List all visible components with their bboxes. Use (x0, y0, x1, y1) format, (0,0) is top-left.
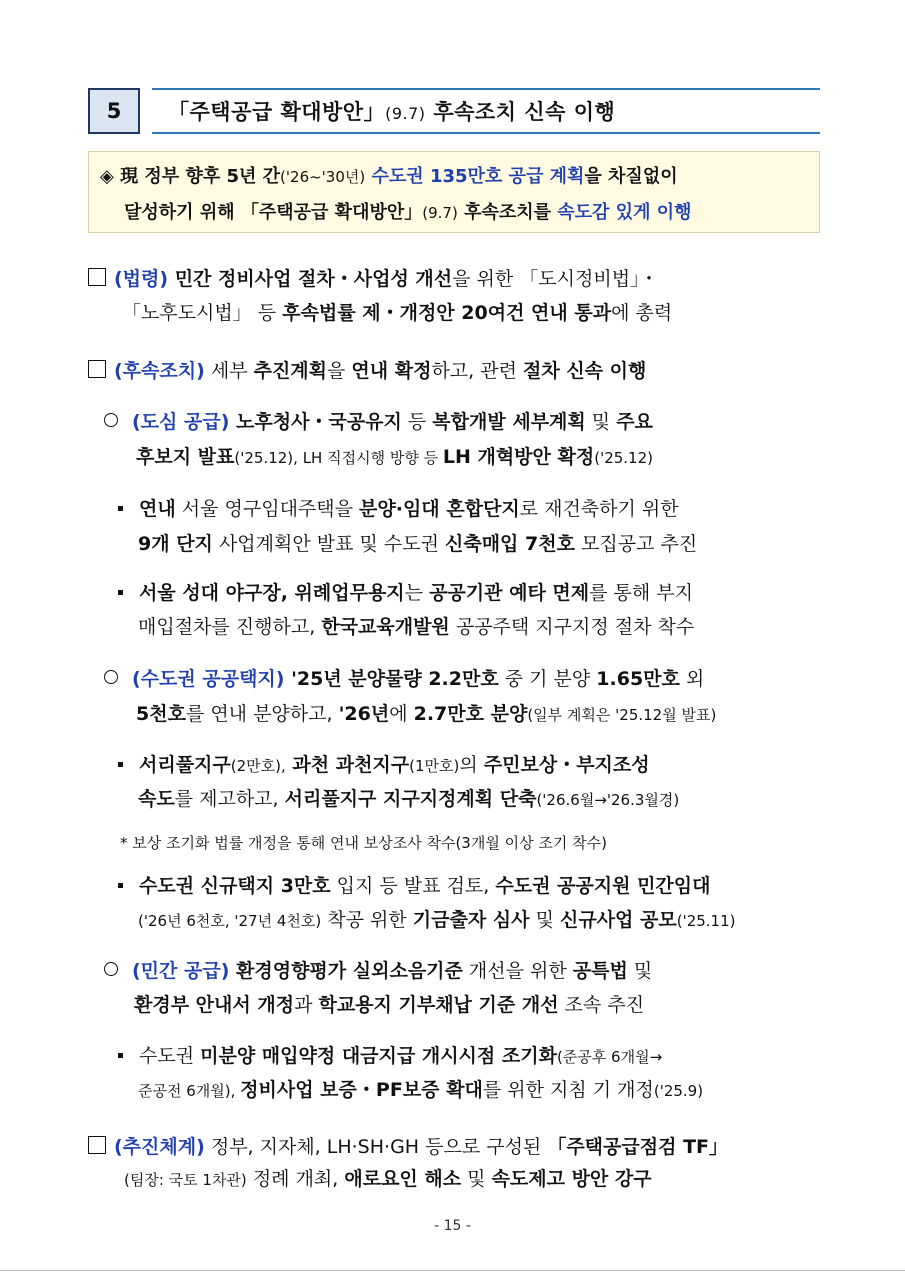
square-bullet-icon (118, 883, 123, 888)
city-line-1: (도심 공급) 노후청사・국공유지 등 복합개발 세부계획 및 주요 (104, 413, 653, 432)
sub-item-1-line-2: 9개 단지 사업계획안 발표 및 수도권 신축매입 7천호 모집공고 추진 (138, 533, 698, 555)
sub-item-2-line-2: 매입절차를 진행하고, 한국교육개발원 공공주택 지구지정 절차 착수 (138, 616, 695, 638)
system-line-2: (팀장: 국토 1차관) 정례 개최, 애로요인 해소 및 속도제고 방안 강구 (124, 1168, 652, 1190)
metro-line-2: 5천호를 연내 분양하고, '26년에 2.7만호 분양(일부 계획은 '25.12월 발표) (136, 703, 717, 725)
header-rule-bottom (152, 132, 820, 134)
section-number: 5 (106, 99, 122, 123)
square-bullet-icon (118, 762, 123, 767)
sub-item-2-line-1: 서울 성대 야구장, 위례업무용지는 공공기관 예타 면제를 통해 부지 (118, 584, 693, 603)
circle-bullet-icon (104, 670, 118, 684)
law-line-1: (법령) 민간 정비사업 절차・사업성 개선을 위한 「도시정비법」・ (88, 268, 659, 289)
header-rule-top (152, 88, 820, 90)
sub-item-4-line-2: ('26년 6천호, '27년 4천호) 착공 위한 기금출자 심사 및 신규사업 공모('25.11) (138, 909, 736, 931)
footnote: * 보상 조기화 법률 개정을 통해 연내 보상조사 착수(3개월 이상 조기 착수) (120, 834, 607, 852)
private-line-2: 환경부 안내서 개정과 학교용지 기부채납 기준 개선 조속 추진 (134, 994, 645, 1016)
checkbox-square-icon (88, 268, 106, 286)
system-line-1: (추진체계) 정부, 지자체, LH·SH·GH 등으로 구성된 「주택공급점검 TF」 (88, 1136, 728, 1157)
metro-line-1: (수도권 공공택지) '25년 분양물량 2.2만호 중 기 분양 1.65만호 외 (104, 670, 704, 689)
sub-item-5-line-2: 준공전 6개월), 정비사업 보증・PF보증 확대를 위한 지침 기 개정('25.9) (138, 1079, 704, 1101)
sub-item-3-line-1: 서리풀지구(2만호), 과천 과천지구(1만호)의 주민보상・부지조성 (118, 756, 650, 775)
page-number: - 15 - (434, 1218, 471, 1234)
checkbox-square-icon (88, 1136, 106, 1154)
square-bullet-icon (118, 1053, 123, 1058)
summary-line-1: ◈ 現 정부 향후 5년 간('26~'30년) 수도권 135만호 공급 계획을 차질없이 (100, 166, 678, 187)
section-number-badge (88, 88, 140, 134)
diamond-icon: ◈ (100, 166, 114, 187)
private-line-1: (민간 공급) 환경영향평가 실외소음기준 개선을 위한 공특법 및 (104, 962, 652, 981)
square-bullet-icon (118, 506, 123, 511)
summary-line-2: 달성하기 위해 「주택공급 확대방안」(9.7) 후속조치를 속도감 있게 이행 (124, 202, 692, 223)
square-bullet-icon (118, 590, 123, 595)
circle-bullet-icon (104, 962, 118, 976)
sub-item-4-line-1: 수도권 신규택지 3만호 입지 등 발표 검토, 수도권 공공지원 민간임대 (118, 877, 710, 896)
circle-bullet-icon (104, 413, 118, 427)
law-line-2: 「노후도시법」 등 후속법률 제・개정안 20여건 연내 통과에 총력 (122, 302, 673, 324)
sub-item-5-line-1: 수도권 미분양 매입약정 대금지급 개시시점 조기화(준공후 6개월→ (118, 1047, 662, 1066)
city-line-2: 후보지 발표('25.12), LH 직접시행 방향 등 LH 개혁방안 확정('25.12) (136, 446, 653, 468)
sub-item-3-line-2: 속도를 제고하고, 서리풀지구 지구지정계획 단축('26.6월→'26.3월경) (138, 788, 680, 810)
follow-line: (후속조치) 세부 추진계획을 연내 확정하고, 관련 절차 신속 이행 (88, 360, 646, 381)
page-bottom-rule (0, 1270, 905, 1271)
sub-item-1-line-1: 연내 서울 영구임대주택을 분양·임대 혼합단지로 재건축하기 위한 (118, 500, 679, 519)
section-title: 「주택공급 확대방안」(9.7) 후속조치 신속 이행 (168, 100, 616, 124)
checkbox-square-icon (88, 360, 106, 378)
